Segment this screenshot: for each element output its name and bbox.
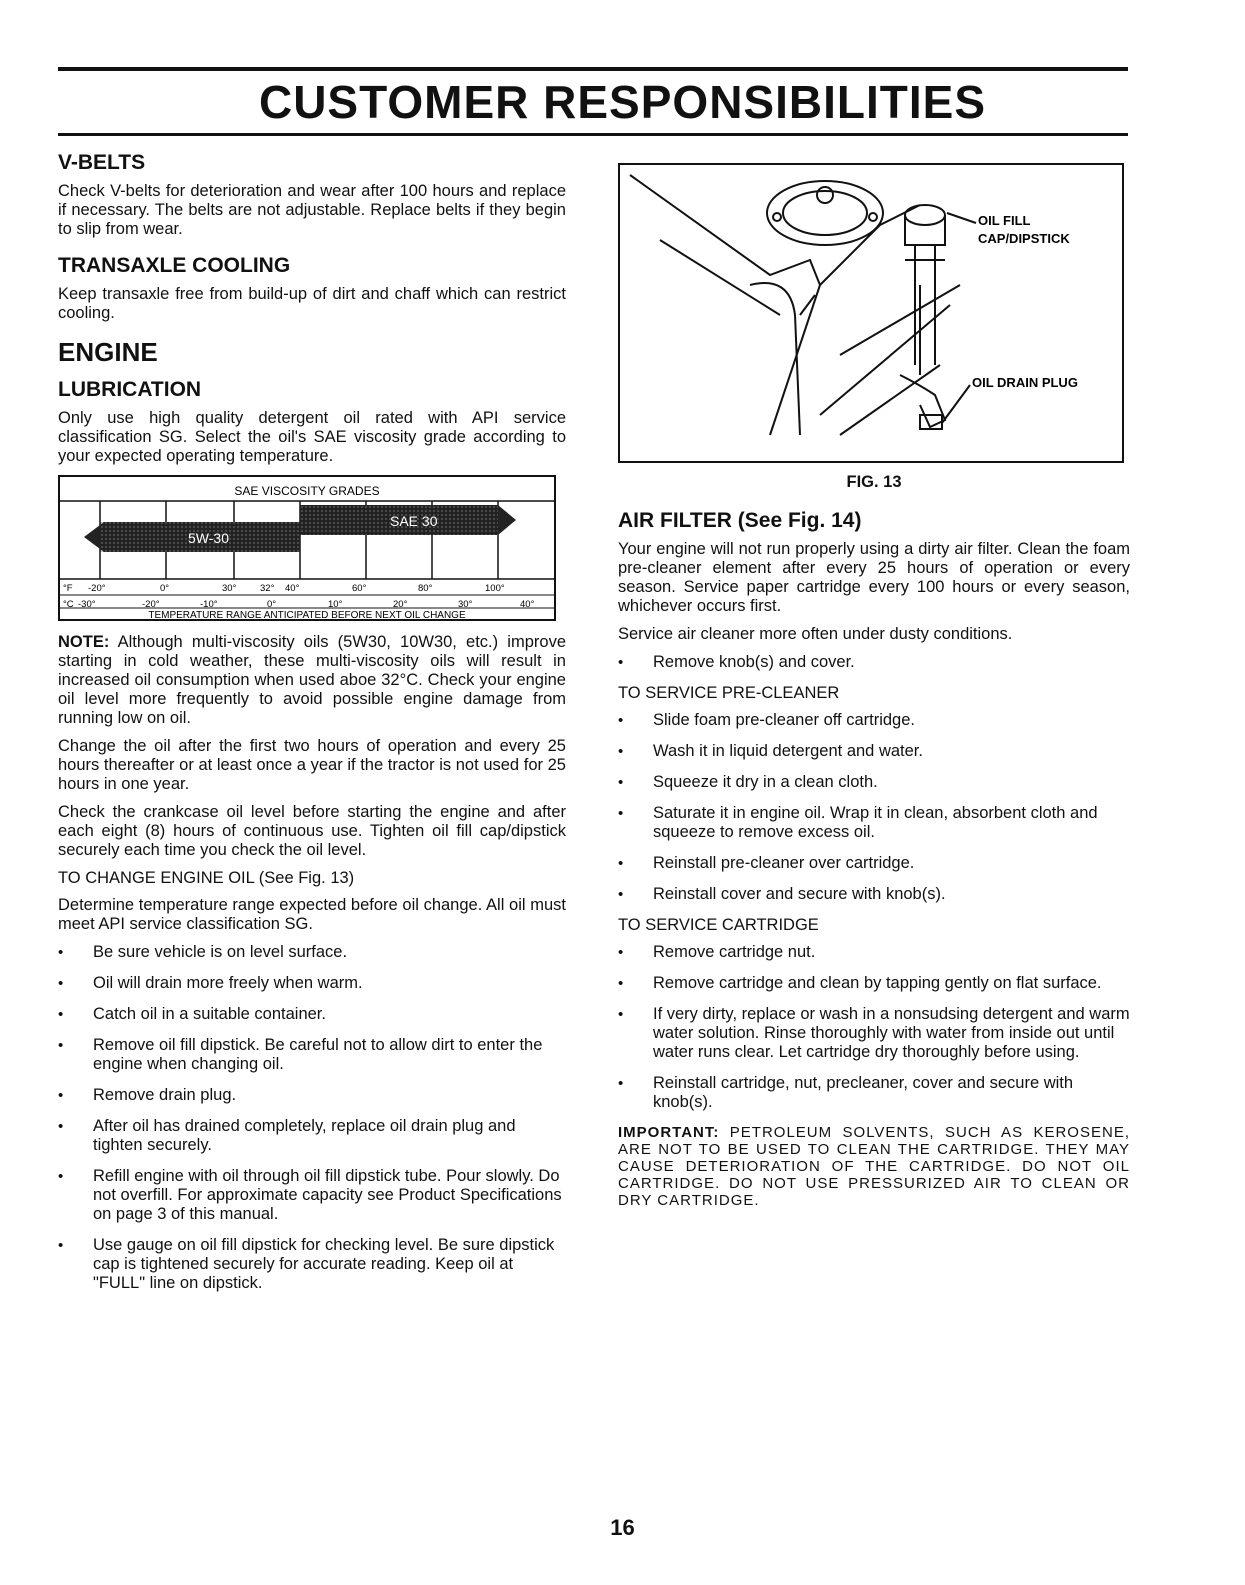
determine-text: Determine temperature range expected before oil change. All oil must meet API service classification SG. [58,896,566,933]
list-item: • Squeeze it dry in a clean cloth. [618,773,1130,792]
svg-text:-20°: -20° [88,583,106,594]
list-item: • Remove oil fill dipstick. Be careful not to allow dirt to enter the engine when changing oil. [58,1036,566,1074]
svg-text:60°: 60° [352,583,367,594]
f-label: °F [63,583,73,594]
important-lead: IMPORTANT: [618,1124,720,1141]
svg-text:-20°: -20° [142,599,160,610]
list-item: • Reinstall pre-cleaner over cartridge. [618,854,1130,873]
remove-cover-steps [618,653,1130,672]
list-item: • If very dirty, replace or wash in a nonsudsing detergent and warm water solution. Rinse thoroughly with water from inside out until water runs clear. Let cartridge dry thoroughly before using. [618,1005,1130,1062]
svg-text:20°: 20° [393,599,408,610]
lubrication-text: Only use high quality detergent oil rated with API service classification SG. Select the oil's SAE viscosity grade according to your expected operating temperature. [58,409,566,465]
svg-text:0°: 0° [160,583,170,594]
list-item: • Use gauge on oil fill dipstick for checking level. Be sure dipstick cap is tightened securely for accurate reading. Keep oil at "FULL" line on dipstick. [58,1236,566,1293]
engine-heading: ENGINE [58,337,158,367]
title-underline [58,133,1128,136]
vbelts-heading: V-BELTS [58,151,146,174]
lubrication-heading: LUBRICATION [58,378,202,401]
air-filter-dusty-text: Service air cleaner more often under dusty conditions. [618,625,1013,643]
label-sae30: SAE 30 [390,513,438,529]
list-item: • Remove cartridge and clean by tapping gently on flat surface. [618,974,1130,993]
page-title: CUSTOMER RESPONSIBILITIES [258,76,987,128]
page-number: 16 [610,1515,635,1540]
c-label: °C [63,599,74,610]
fig-13-caption: FIG. 13 [846,473,902,491]
precleaner-steps [618,711,1130,904]
important-warning [618,1124,1130,1209]
air-filter-text: Your engine will not run properly using a dirty air filter. Clean the foam pre-cleaner element after every 25 hours of operation or every season. Service paper cartridge every 100 hours or every season, whichever occurs first. [618,540,1130,615]
label-oil-fill: OIL FILL [978,213,1031,228]
fig-13-illustration [618,163,1124,463]
svg-text:-30°: -30° [78,599,96,610]
cartridge-steps [618,943,1130,1112]
cartridge-label: TO SERVICE CARTRIDGE [618,916,819,934]
viscosity-chart-title: SAE VISCOSITY GRADES [234,484,380,498]
transaxle-text: Keep transaxle free from build-up of dirt and chaff which can restrict cooling. [58,285,566,322]
air-filter-heading: AIR FILTER (See Fig. 14) [618,509,862,532]
list-item: • After oil has drained completely, replace oil drain plug and tighten securely. [58,1117,566,1155]
svg-text:100°: 100° [485,583,505,594]
change-oil-label: TO CHANGE ENGINE OIL (See Fig. 13) [58,869,355,887]
list-item: • Be sure vehicle is on level surface. [58,943,566,962]
list-item: • Catch oil in a suitable container. [58,1005,566,1024]
svg-text:10°: 10° [328,599,343,610]
note-paragraph [58,633,566,728]
list-item: • Remove knob(s) and cover. [618,653,1130,672]
list-item: • Remove drain plug. [58,1086,566,1105]
important-text: PETROLEUM SOLVENTS, SUCH AS KEROSENE, ARE NOT TO BE USED TO CLEAN THE CARTRIDGE. THEY MAY CAUSE DETERIORATION OF THE CARTRIDGE. DO NOT OIL CARTRIDGE. DO NOT USE PRESSURIZED AIR TO CLEAN OR DRY CARTRIDGE. [618,1124,1130,1209]
label-5w30: 5W-30 [188,530,229,546]
svg-text:-10°: -10° [200,599,218,610]
svg-text:40°: 40° [285,583,300,594]
label-oil-drain-plug: OIL DRAIN PLUG [972,375,1078,390]
vbelts-text: Check V-belts for deterioration and wear after 100 hours and replace if necessary. The belts are not adjustable. Replace belts if they begin to slip from wear. [58,182,566,238]
svg-text:0°: 0° [267,599,277,610]
svg-text:40°: 40° [520,599,535,610]
note-text: Although multi-viscosity oils (5W30, 10W30, etc.) improve starting in cold weather, these multi-viscosity oils will result in increased oil consumption when used aboe 32°C. Check your engine oil level more frequently to avoid possible engine damage from running low on oil. [58,633,566,727]
list-item: • Oil will drain more freely when warm. [58,974,566,993]
list-item: • Saturate it in engine oil. Wrap it in clean, absorbent cloth and squeeze to remove excess oil. [618,804,1130,842]
top-rule [58,67,1128,71]
right-column [618,163,1130,1218]
change-oil-steps [58,943,566,1293]
list-item: • Refill engine with oil through oil fill dipstick tube. Pour slowly. Do not overfill. For approximate capacity see Product Specifications on page 3 of this manual. [58,1167,566,1224]
list-item: • Reinstall cartridge, nut, precleaner, cover and secure with knob(s). [618,1074,1130,1112]
list-item: • Slide foam pre-cleaner off cartridge. [618,711,1130,730]
change-oil-interval-text: Change the oil after the first two hours of operation and every 25 hours thereafter or at least once a year if the tractor is not used for 25 hours in one year. [58,737,566,793]
viscosity-chart-footer: TEMPERATURE RANGE ANTICIPATED BEFORE NEXT OIL CHANGE [148,610,466,619]
list-item: • Wash it in liquid detergent and water. [618,742,1130,761]
left-column [58,146,566,1305]
transaxle-heading: TRANSAXLE COOLING [58,254,291,277]
fahrenheit-row [63,583,505,594]
svg-text:32°: 32° [260,583,275,594]
list-item: • Remove cartridge nut. [618,943,1130,962]
list-item: • Reinstall cover and secure with knob(s). [618,885,1130,904]
note-lead: NOTE: [58,633,110,651]
check-oil-text: Check the crankcase oil level before starting the engine and after each eight (8) hours of continuous use. Tighten oil fill cap/dipstick securely each time you check the oil level. [58,803,566,859]
svg-text:30°: 30° [458,599,473,610]
sae-viscosity-chart [58,475,556,621]
svg-text:80°: 80° [418,583,433,594]
label-cap-dipstick: CAP/DIPSTICK [978,231,1070,246]
engine-oil-diagram [620,165,1122,461]
precleaner-label: TO SERVICE PRE-CLEANER [618,684,840,702]
svg-text:30°: 30° [222,583,237,594]
